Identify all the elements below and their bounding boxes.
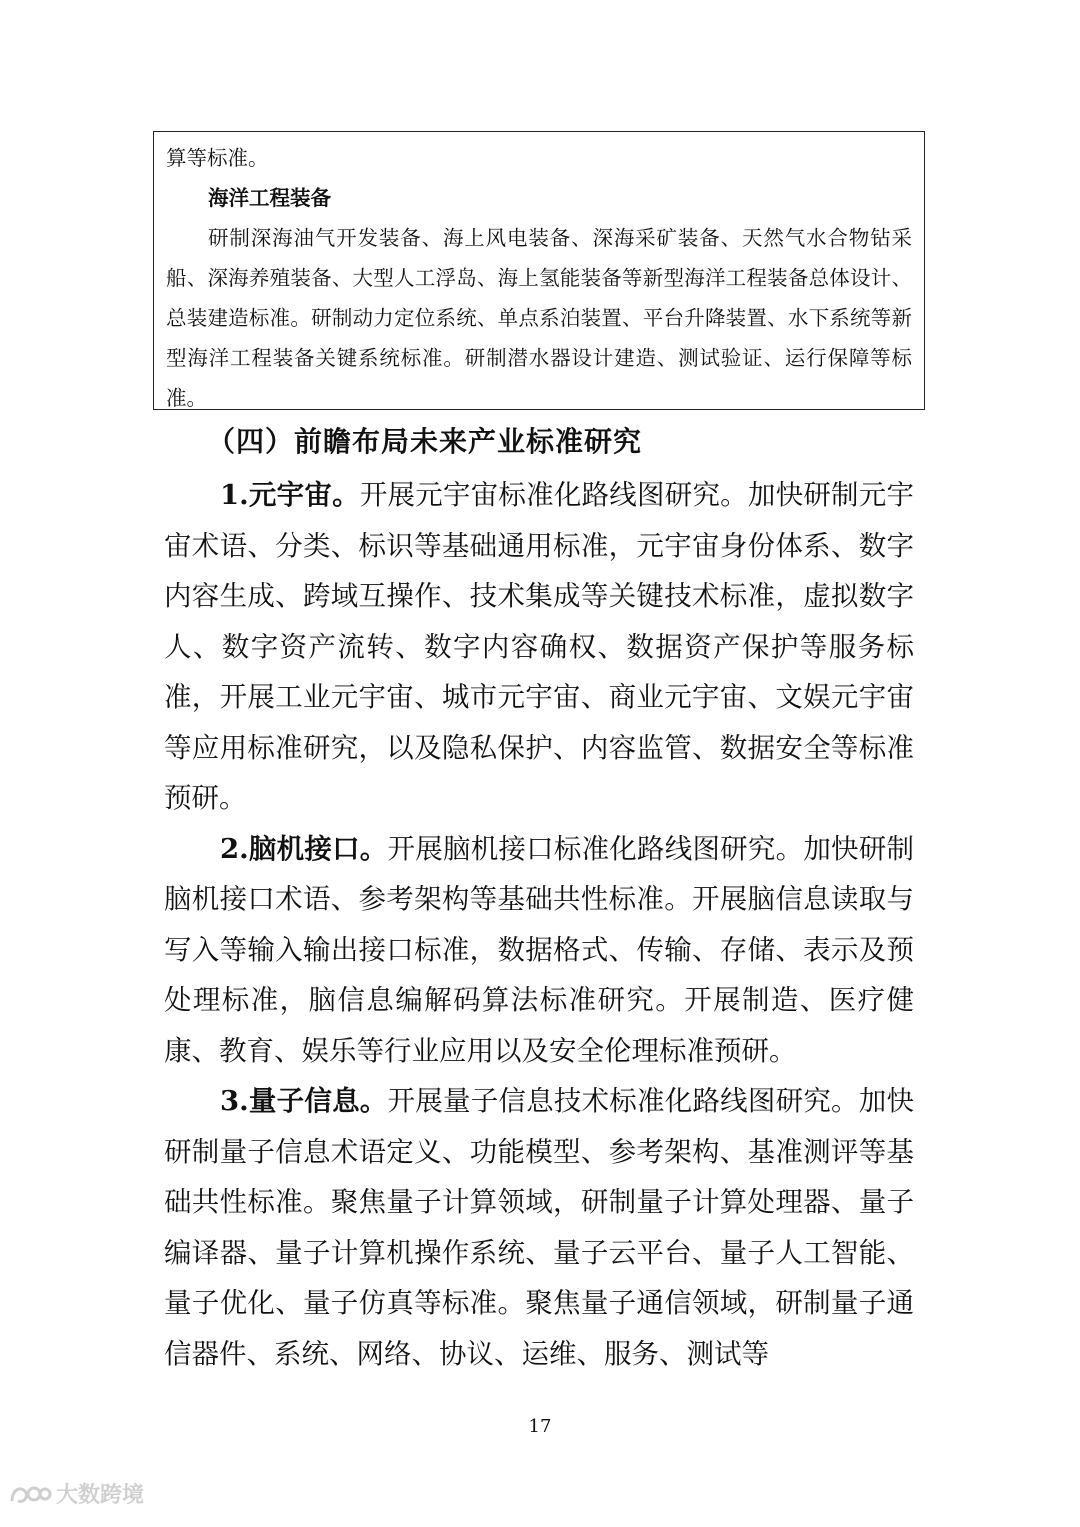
box-paragraph: 研制深海油气开发装备、海上风电装备、深海采矿装备、天然气水合物钻采船、深海养殖装备、大型人工浮岛、海上氢能装备等新型海洋工程装备总体设计、总装建造标准。研制动力定位系统、单点系泊装置、平台升降装置、水下系统等新型海洋工程装备关键系统标准。研制潜水器设计建造、测试验证、运行保障等标准。 bbox=[166, 226, 912, 410]
box-title: 海洋工程装备 bbox=[208, 186, 331, 210]
watermark-text: 大数跨境 bbox=[56, 1483, 145, 1508]
item-text: 开展量子信息技术标准化路线图研究。加快研制量子信息术语定义、功能模型、参考架构、基准测评等基础共性标准。聚焦量子计算领域，研制量子计算处理器、量子编译器、量子计算机操作系统、量子云平台、量子人工智能、量子优化、量子仿真等标准。聚焦量子通信领域，研制量子通信器件、系统、网络、协议、运维、服务、测试等 bbox=[164, 1085, 914, 1370]
page-number: 17 bbox=[528, 1416, 552, 1437]
section-heading: （四）前瞻布局未来产业标准研究 bbox=[207, 425, 643, 458]
item-metaverse bbox=[164, 470, 914, 824]
ocean-engineering-box bbox=[153, 131, 925, 410]
item-text: 开展元宇宙标准化路线图研究。加快研制元宇宙术语、分类、标识等基础通用标准，元宇宙身份体系、数字内容生成、跨域互操作、技术集成等关键技术标准，虚拟数字人、数字资产流转、数字内容确权、数据资产保护等服务标准，开展工业元宇宙、城市元宇宙、商业元宇宙、文娱元宇宙等应用标准研究，以及隐私保护、内容监管、数据安全等标准预研。 bbox=[164, 479, 914, 814]
item-lead: 3.量子信息。 bbox=[220, 1085, 388, 1117]
item-quantum-information bbox=[164, 1076, 914, 1379]
item-lead: 1.元宇宙。 bbox=[220, 479, 360, 511]
brand-logo-icon bbox=[8, 1481, 52, 1507]
item-lead: 2.脑机接口。 bbox=[220, 832, 388, 865]
item-text: 开展脑机接口标准化路线图研究。加快研制脑机接口术语、参考架构等基础共性标准。开展脑信息读取与写入等输入输出接口标准，数据格式、传输、存储、表示及预处理标准，脑信息编解码算法标准研究。开展制造、医疗健康、教育、娱乐等行业应用以及安全伦理标准预研。 bbox=[164, 832, 914, 1067]
item-brain-computer-interface bbox=[164, 824, 914, 1077]
box-line-start: 算等标准。 bbox=[166, 146, 269, 170]
body-text bbox=[164, 470, 914, 1379]
watermark bbox=[8, 1478, 144, 1509]
